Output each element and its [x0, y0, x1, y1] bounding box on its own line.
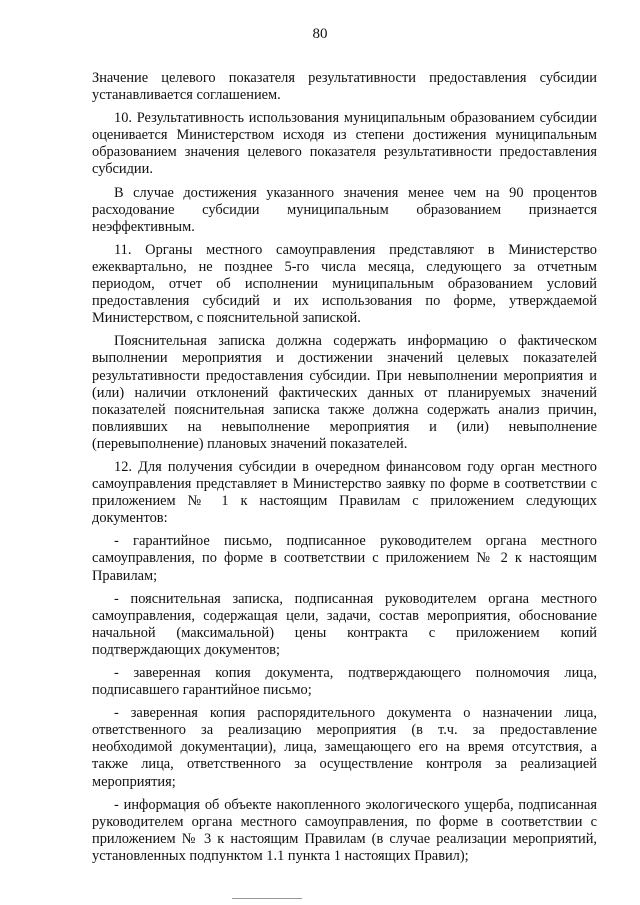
- paragraph-target-indicator: Значение целевого показателя результативности предоставления субсидии устанавливается соглашением.: [92, 70, 597, 104]
- footer-divider: [232, 898, 302, 899]
- paragraph-explanatory-note: Пояснительная записка должна содержать информацию о фактическом выполнении мероприятия и достижении значений целевых показателей результативности предоставления субсидии. При невыполнении мероприятия и (или) наличии отклонений фактических данных от планируемых значений показателей пояснительная записка также должна содержать анализ причин, повлиявших на невыполнение мероприятия и (или) невыполнение (перевыполнение) плановых значений показателей.: [92, 333, 597, 452]
- page-number: 80: [312, 26, 328, 42]
- paragraph-under-90-percent: В случае достижения указанного значения менее чем на 90 процентов расходование субсидии муниципальным образованием признается неэффективным.: [92, 184, 597, 235]
- list-item-appointment-copy: - заверенная копия распорядительного документа о назначении лица, ответственного за реализацию мероприятия (в т.ч. за предоставление необходимой документации), лица, замещающего его на время отсутствия, а также лица, ответственного за осуществление контроля за реализацией мероприятия;: [92, 705, 597, 790]
- list-item-explanatory-note: - пояснительная записка, подписанная руководителем органа местного самоуправления, содержащая цели, задачи, состав мероприятия, обоснование начальной (максимальной) цены контракта с приложением копий подтверждающих документов;: [92, 590, 597, 658]
- paragraph-10: 10. Результативность использования муниципальным образованием субсидии оценивается Министерством исходя из степени достижения муниципальным образованием значения целевого показателя результативности предоставления субсидии.: [92, 110, 597, 178]
- paragraph-11: 11. Органы местного самоуправления представляют в Министерство ежеквартально, не позднее 5-го числа месяца, следующего за отчетным периодом, отчет об исполнении муниципальным образованием условий предоставления субсидий и их использования по форме, утверждаемой Министерством, с пояснительной запиской.: [92, 241, 597, 327]
- list-item-guarantee-letter: - гарантийное письмо, подписанное руководителем органа местного самоуправления, по форме в соответствии с приложением № 2 к настоящим Правилам;: [92, 533, 597, 584]
- list-item-authority-copy: - заверенная копия документа, подтверждающего полномочия лица, подписавшего гарантийное письмо;: [92, 665, 597, 699]
- document-body: [92, 70, 597, 871]
- list-item-ecological-damage-info: - информация об объекте накопленного экологического ущерба, подписанная руководителем органа местного самоуправления, по форме в соответствии с приложением № 3 к настоящим Правилам (в случае реализации мероприятий, установленных подпунктом 1.1 пункта 1 настоящих Правил);: [92, 796, 597, 864]
- paragraph-12: 12. Для получения субсидии в очередном финансовом году орган местного самоуправления представляет в Министерство заявку по форме в соответствии с приложением № 1 к настоящим Правилам с приложением следующих документов:: [92, 458, 597, 527]
